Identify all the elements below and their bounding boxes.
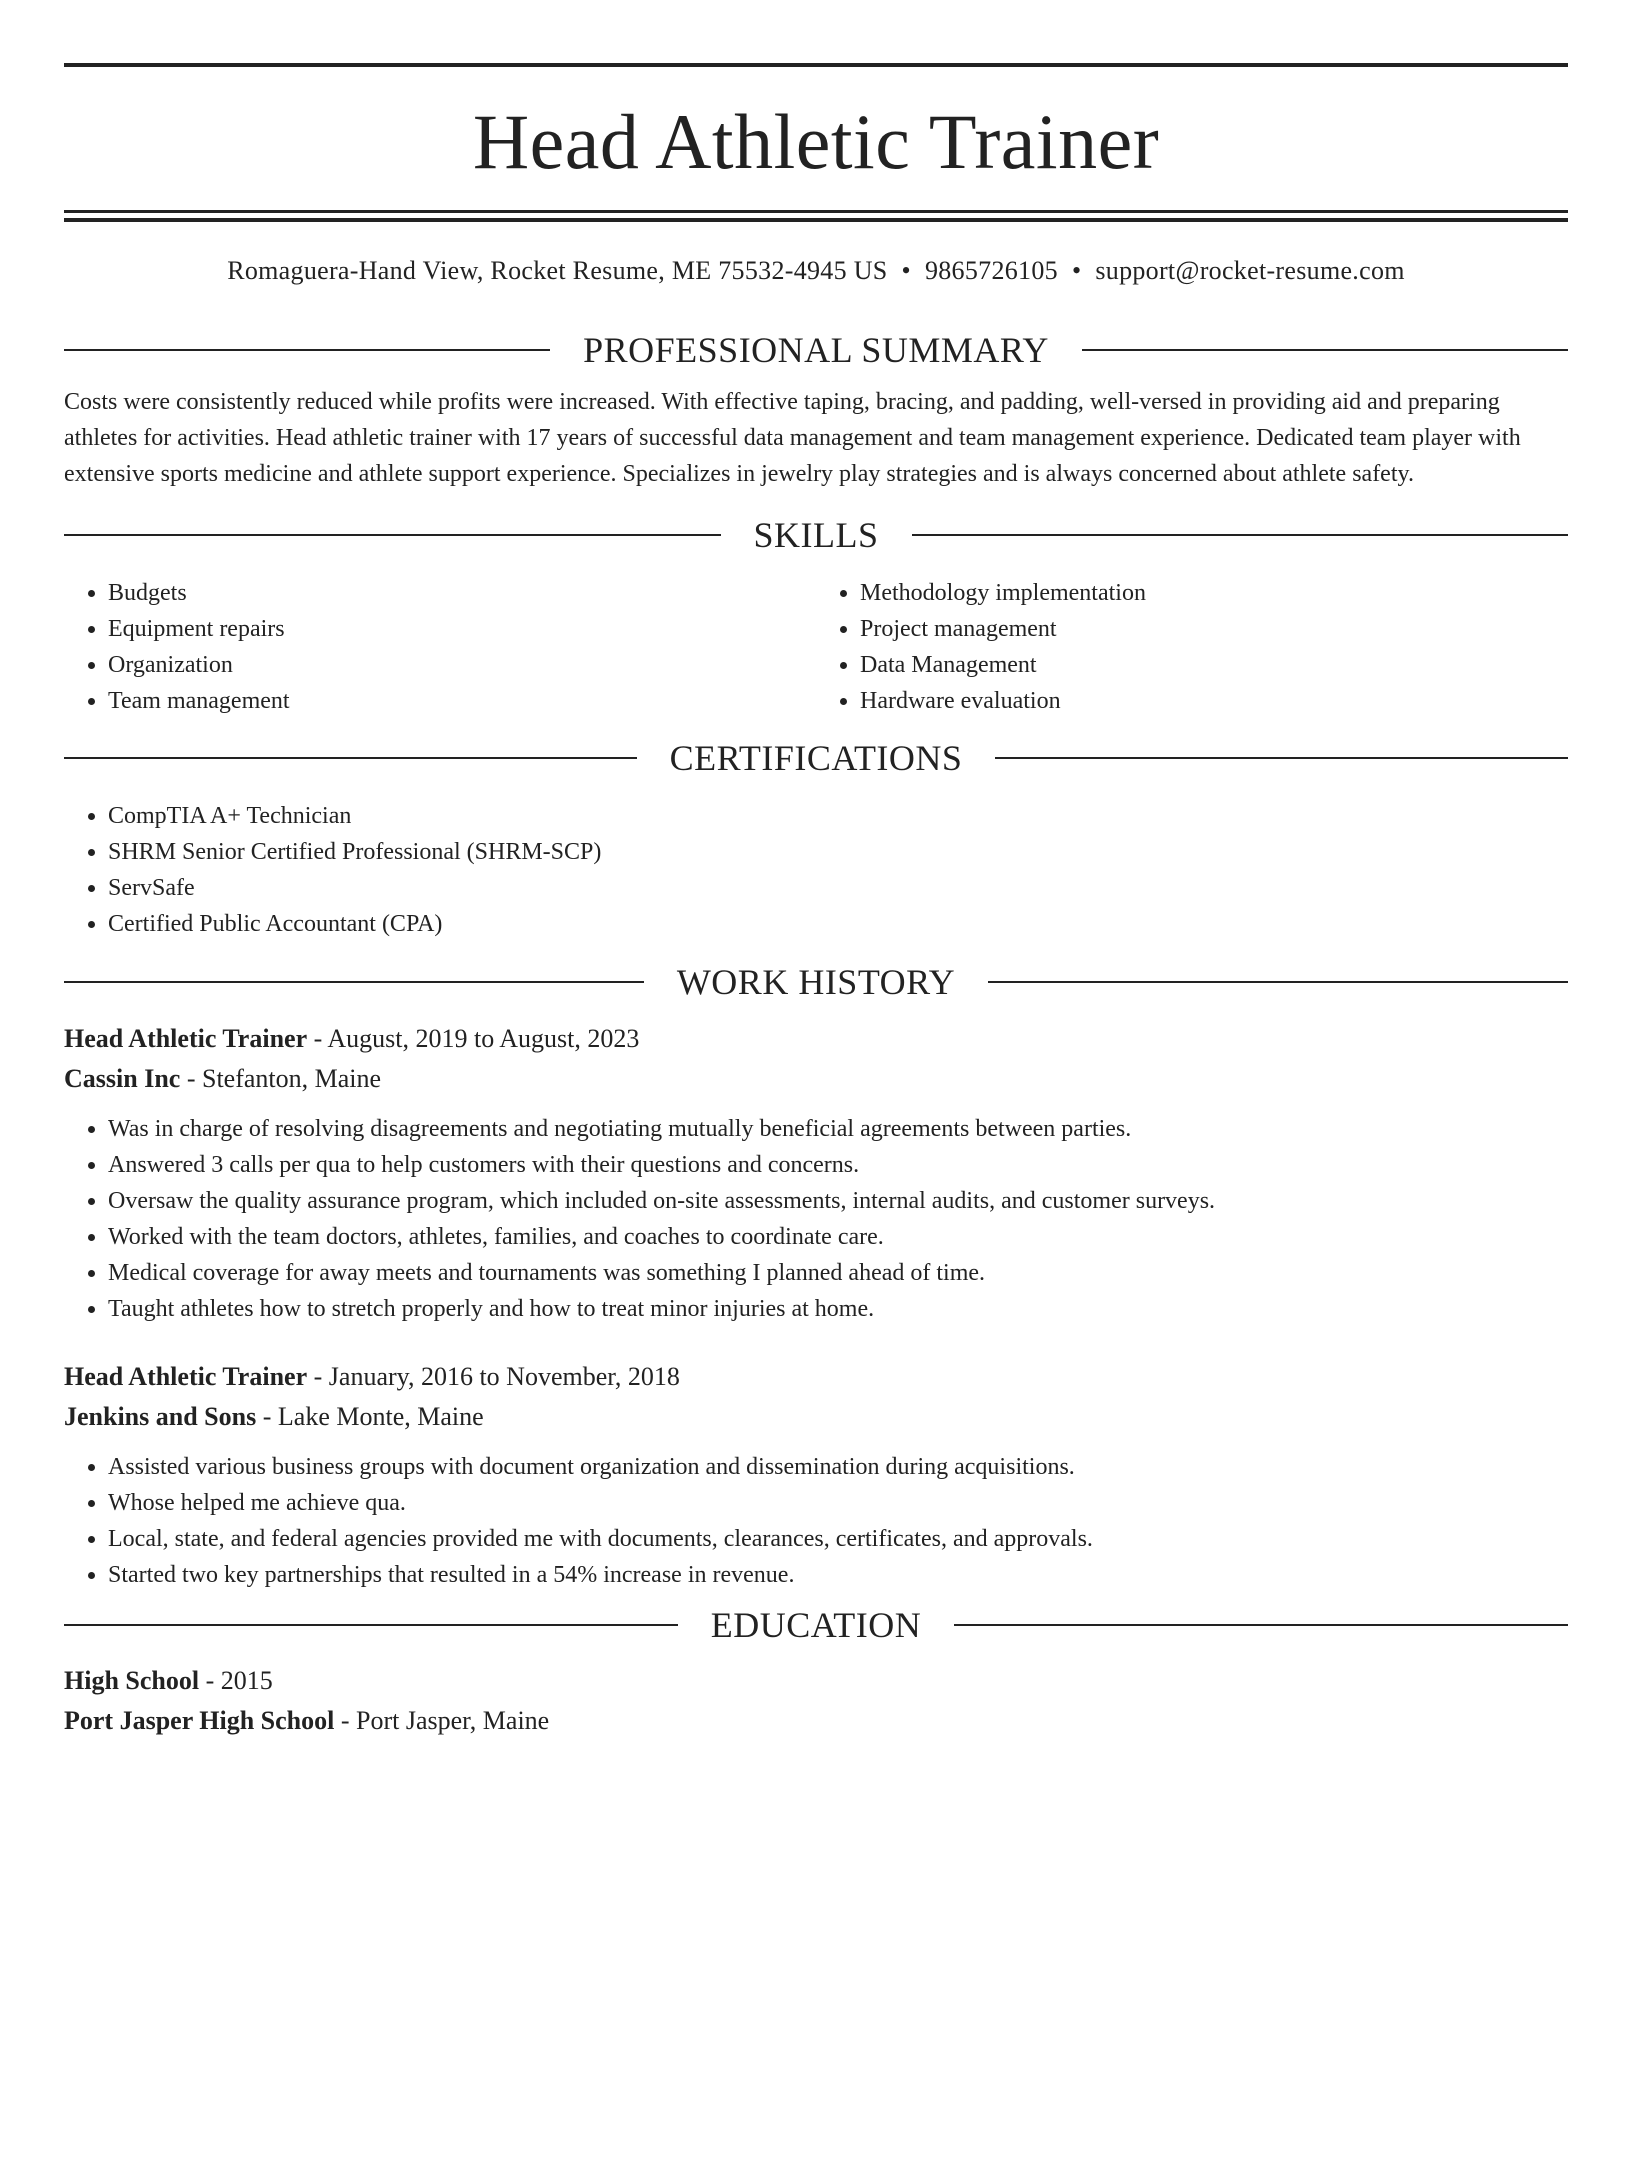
job-bullets: [64, 1449, 1568, 1593]
section-heading-work-history: [64, 962, 1568, 1002]
top-rule: [64, 63, 1568, 67]
job-company-line: [64, 1059, 1568, 1099]
job-location: - Stefanton, Maine: [180, 1064, 382, 1093]
job-title-line: [64, 1019, 1568, 1059]
job-entry: [64, 1019, 1568, 1327]
skill-item: • Budgets: [108, 575, 816, 611]
job-bullet: • Worked with the team doctors, athletes, families, and coaches to coordinate care.: [108, 1219, 1568, 1255]
contact-separator: •: [901, 256, 911, 285]
contact-phone: 9865726105: [924, 256, 1058, 285]
education-school: Port Jasper High School: [64, 1706, 335, 1735]
section-title: WORK HISTORY: [676, 962, 956, 1002]
education-year: - 2015: [199, 1666, 273, 1695]
skill-item: • Team management: [108, 683, 816, 719]
job-location: - Lake Monte, Maine: [256, 1402, 484, 1431]
job-bullet: • Assisted various business groups with document organization and dissemination during acquisitions.: [108, 1449, 1568, 1485]
section-heading-skills: [64, 515, 1568, 555]
skill-item: • Project management: [860, 611, 1568, 647]
skills-list: [64, 575, 1568, 719]
heading-rule: [954, 1624, 1568, 1626]
job-dates: - August, 2019 to August, 2023: [307, 1024, 640, 1053]
job-bullet: • Oversaw the quality assurance program, which included on-site assessments, internal audits, and customer surveys.: [108, 1183, 1568, 1219]
summary-text: Costs were consistently reduced while profits were increased. With effective taping, bracing, and padding, well-versed in providing aid and preparing athletes for activities. Head athletic trainer with 17 years of successful data management and team management experience. Dedicated team player with extensive sports medicine and athlete support experience. Specializes in jewelry play strategies and is always concerned about athlete safety.: [64, 389, 1521, 487]
double-rule: [64, 210, 1568, 222]
job-role: Head Athletic Trainer: [64, 1362, 308, 1391]
job-dates: - January, 2016 to November, 2018: [307, 1362, 680, 1391]
job-title-line: [64, 1357, 1568, 1397]
heading-rule: [1082, 349, 1568, 351]
education-degree-line: [64, 1661, 1568, 1701]
job-company: Cassin Inc: [64, 1064, 181, 1093]
resume-name: Head Athletic Trainer: [472, 98, 1160, 185]
section-title: SKILLS: [753, 515, 879, 555]
contact-line: [64, 256, 1568, 286]
job-company: Jenkins and Sons: [64, 1402, 257, 1431]
section-heading-certifications: [64, 738, 1568, 778]
certification-item: • CompTIA A+ Technician: [108, 798, 1568, 834]
job-role: Head Athletic Trainer: [64, 1024, 308, 1053]
certification-item: • ServSafe: [108, 870, 1568, 906]
job-company-line: [64, 1397, 1568, 1437]
skills-column-left: [64, 575, 816, 719]
education-entry: [64, 1661, 1568, 1741]
section-heading-summary: [64, 330, 1568, 370]
section-heading-education: [64, 1605, 1568, 1645]
heading-rule: [64, 534, 721, 536]
certification-item: • SHRM Senior Certified Professional (SHRM-SCP): [108, 834, 1568, 870]
skill-item: • Organization: [108, 647, 816, 683]
skill-item: • Hardware evaluation: [860, 683, 1568, 719]
job-bullet: • Answered 3 calls per qua to help customers with their questions and concerns.: [108, 1147, 1568, 1183]
job-bullet: • Whose helped me achieve qua.: [108, 1485, 1568, 1521]
heading-rule: [64, 1624, 678, 1626]
job-bullets: [64, 1111, 1568, 1327]
certification-item: • Certified Public Accountant (CPA): [108, 906, 1568, 942]
contact-separator: •: [1071, 256, 1082, 285]
skill-item: • Equipment repairs: [108, 611, 816, 647]
section-title: EDUCATION: [710, 1605, 922, 1645]
section-title: PROFESSIONAL SUMMARY: [583, 330, 1049, 370]
job-entry: [64, 1357, 1568, 1593]
job-bullet: • Medical coverage for away meets and tournaments was something I planned ahead of time.: [108, 1255, 1568, 1291]
resume-page: [0, 63, 1632, 2175]
heading-rule: [64, 757, 637, 759]
contact-email: support@rocket-resume.com: [1095, 256, 1405, 285]
job-bullet: • Taught athletes how to stretch properly and how to treat minor injuries at home.: [108, 1291, 1568, 1327]
skill-item: • Data Management: [860, 647, 1568, 683]
skill-item: • Methodology implementation: [860, 575, 1568, 611]
certifications-list: [64, 798, 1568, 942]
contact-address: Romaguera-Hand View, Rocket Resume, ME 75532-4945 US: [227, 256, 888, 285]
job-bullet: • Started two key partnerships that resulted in a 54% increase in revenue.: [108, 1557, 1568, 1593]
job-bullet: • Was in charge of resolving disagreements and negotiating mutually beneficial agreements between parties.: [108, 1111, 1568, 1147]
heading-rule: [64, 981, 644, 983]
job-bullet: • Local, state, and federal agencies provided me with documents, clearances, certificates, and approvals.: [108, 1521, 1568, 1557]
section-title: CERTIFICATIONS: [669, 738, 963, 778]
heading-rule: [995, 757, 1568, 759]
education-school-line: [64, 1701, 1568, 1741]
skills-column-right: [816, 575, 1568, 719]
education-degree: High School: [64, 1666, 200, 1695]
education-location: - Port Jasper, Maine: [334, 1706, 550, 1735]
heading-rule: [988, 981, 1568, 983]
heading-rule: [64, 349, 550, 351]
heading-rule: [912, 534, 1569, 536]
